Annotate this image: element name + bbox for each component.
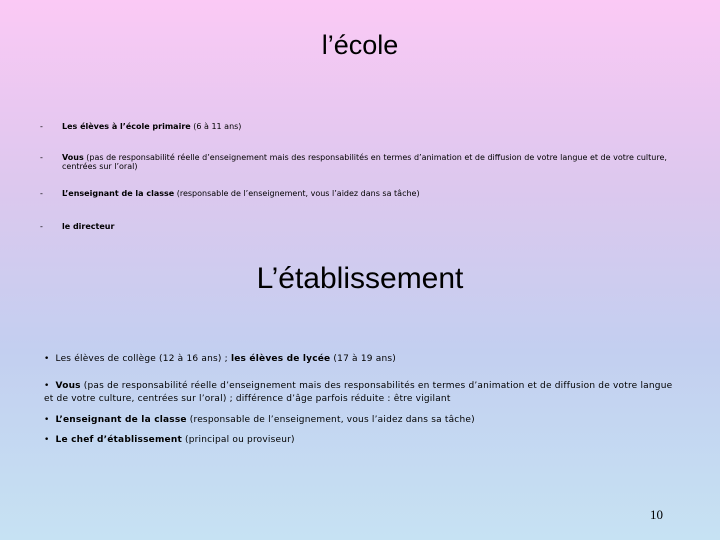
bullet-marker: •	[44, 354, 50, 364]
list-item	[44, 414, 684, 427]
bullet-marker: •	[44, 415, 50, 425]
bullet-marker: -	[40, 153, 43, 162]
item-text: (pas de responsabilité réelle d’enseignement mais des responsabilités en termes d’animation et de diffusion de votre langue et de votre culture, centrées sur l’oral)	[62, 153, 667, 171]
section-title-etablissement: L’établissement	[256, 262, 464, 295]
bullet-marker: -	[40, 122, 43, 131]
item-bold-text: Vous	[62, 153, 84, 162]
item-text: (pas de responsabilité réelle d’enseignement mais des responsabilités en termes d’animation et de diffusion de votre langue et de votre culture, centrées sur l’oral) ; différence d’âge parfois réduite : être vigilant	[44, 381, 673, 404]
item-bold-text: L’enseignant de la classe	[55, 415, 187, 425]
page-number: 10	[650, 507, 663, 522]
item-bold-text: les élèves de lycée	[230, 354, 331, 364]
bullet-marker: •	[44, 435, 50, 445]
item-bold-text: Vous	[55, 381, 81, 391]
list-item	[44, 380, 684, 406]
item-bold-text: Le chef d’établissement	[55, 435, 182, 445]
item-text: (17 à 19 ans)	[330, 354, 396, 364]
item-bold-text: Les élèves à l’école primaire	[62, 122, 191, 131]
item-text: (6 à 11 ans)	[190, 122, 242, 131]
item-text: (principal ou proviseur)	[181, 435, 295, 445]
list-item	[44, 353, 684, 366]
section-title-ecole: l’école	[321, 30, 399, 60]
bullet-marker: •	[44, 381, 50, 391]
item-bold-text: L’enseignant de la classe	[62, 189, 175, 198]
bullet-marker: -	[40, 189, 43, 198]
item-text: Les élèves de collège (12 à 16 ans) ;	[55, 354, 231, 364]
bullet-marker: -	[40, 222, 43, 231]
list-item	[44, 434, 684, 447]
item-text: (responsable de l’enseignement, vous l’aidez dans sa tâche)	[174, 189, 420, 198]
item-text: (responsable de l’enseignement, vous l’aidez dans sa tâche)	[186, 415, 475, 425]
item-bold-text: le directeur	[62, 222, 115, 231]
